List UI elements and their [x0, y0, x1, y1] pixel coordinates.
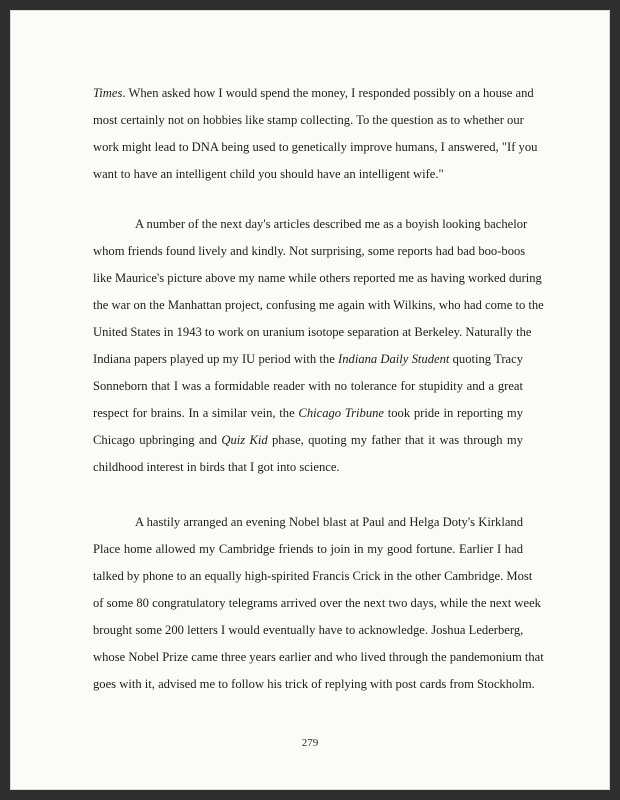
text-line: Place home allowed my Cambridge friends to join in my good fortune. Earlier I had: [93, 542, 523, 556]
text-line: the war on the Manhattan project, confusing me again with Wilkins, who had come to the: [93, 298, 544, 312]
paragraph-3: [93, 509, 544, 698]
text-line: want to have an intelligent child you should have an intelligent wife.": [93, 167, 444, 181]
text-line: Sonneborn that I was a formidable reader with no tolerance for stupidity and a great: [93, 379, 523, 393]
paragraph-1: [93, 80, 538, 188]
text-line: work might lead to DNA being used to genetically improve humans, I answered, "If you: [93, 140, 538, 154]
text-line: of some 80 congratulatory telegrams arrived over the next two days, while the next week: [93, 596, 541, 610]
text-line: United States in 1943 to work on uranium isotope separation at Berkeley. Naturally the: [93, 325, 532, 339]
text-line: A hastily arranged an evening Nobel blast at Paul and Helga Doty's Kirkland: [135, 515, 523, 529]
paragraph-2: [93, 211, 544, 481]
text-line: talked by phone to an equally high-spirited Francis Crick in the other Cambridge. Most: [93, 569, 533, 583]
text-line: goes with it, advised me to follow his trick of replying with post cards from Stockholm.: [93, 677, 535, 691]
text-line: brought some 200 letters I would eventually have to acknowledge. Joshua Lederberg,: [93, 623, 524, 637]
text-line: respect for brains. In a similar vein, the Chicago Tribune took pride in reporting my: [93, 406, 524, 420]
text-line: Chicago upbringing and Quiz Kid phase, quoting my father that it was through my: [93, 433, 524, 447]
text-line: Indiana papers played up my IU period with the Indiana Daily Student quoting Tracy: [93, 352, 523, 366]
page-number: 279: [301, 737, 319, 749]
text-line: whom friends found lively and kindly. Not surprising, some reports had bad boo-boos: [93, 244, 526, 258]
italic-title: Chicago Tribune: [298, 406, 385, 420]
text-line: Times. When asked how I would spend the money, I responded possibly on a house and: [93, 86, 534, 100]
italic-title: Indiana Daily Student: [338, 352, 450, 366]
text-line: most certainly not on hobbies like stamp collecting. To the question as to whether our: [93, 113, 524, 127]
text-line: childhood interest in birds that I got into science.: [93, 460, 340, 474]
text-line: like Maurice's picture above my name while others reported me as having worked during: [93, 271, 542, 285]
italic-title: Times: [93, 86, 123, 100]
text-line: A number of the next day's articles described me as a boyish looking bachelor: [135, 217, 528, 231]
italic-title: Quiz Kid: [221, 433, 268, 447]
text-line: whose Nobel Prize came three years earlier and who lived through the pandemonium that: [93, 650, 544, 664]
